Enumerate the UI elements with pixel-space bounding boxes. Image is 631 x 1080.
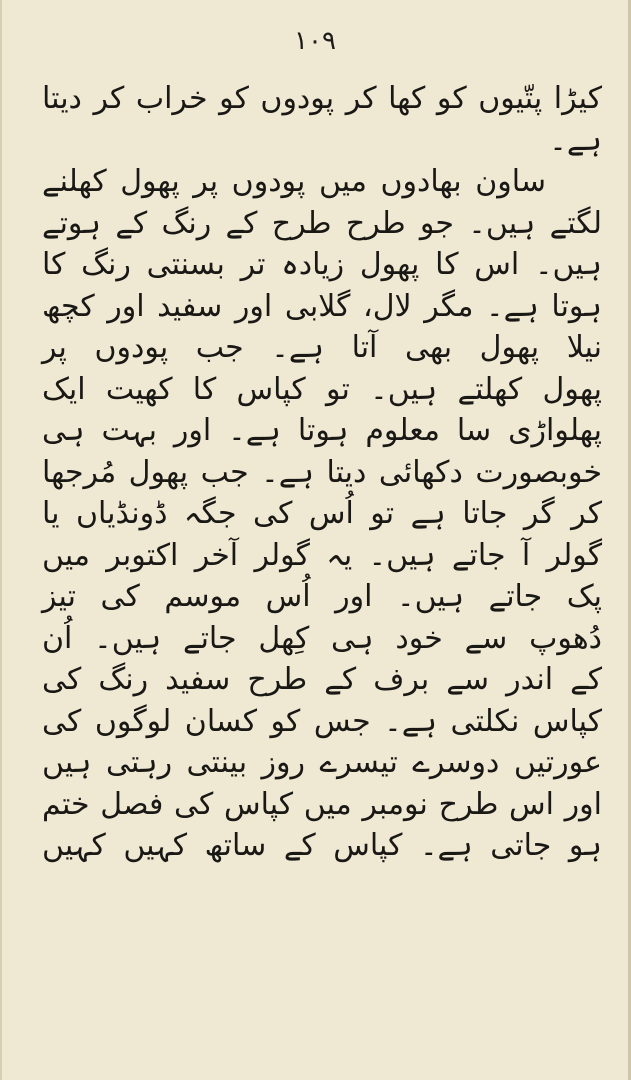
text-line-11: کر گر جاتا ہے تو اُس کی جگہ ڈونڈیاں یا xyxy=(42,496,602,531)
text-line-19: ہو جاتی ہے۔ کپاس کے ساتھ کہیں کہیں xyxy=(42,828,602,863)
text-line-15: کے اندر سے برف کے طرح سفید رنگ کی xyxy=(42,662,602,697)
text-line-6: ہوتا ہے۔ مگر لال، گلابی اور سفید اور کچھ xyxy=(42,288,602,324)
text-line-18: اور اس طرح نومبر میں کپاس کی فصل ختم xyxy=(42,786,602,822)
text-line-16: کپاس نکلتی ہے۔ جس کو کسان لوگوں کی xyxy=(42,703,602,739)
text-line-12: گولر آ جاتے ہیں۔ یہ گولر آخر اکتوبر میں xyxy=(42,537,602,573)
text-line-3: ساون بھادوں میں پودوں پر پھول کھلنے xyxy=(42,164,546,199)
page-body-text xyxy=(42,78,602,867)
text-line-2: ہے۔ xyxy=(549,122,602,158)
text-line-1: کیڑا پتّیوں کو کھا کر پودوں کو خراب کر دیتا xyxy=(42,81,602,116)
text-line-8: پھول کھلتے ہیں۔ تو کپاس کا کھیت ایک xyxy=(42,371,602,407)
text-line-5: ہیں۔ اس کا پھول زیادہ تر بسنتی رنگ کا xyxy=(42,247,602,282)
text-line-17: عورتیں دوسرے تیسرے روز بینتی رہتی ہیں xyxy=(42,745,602,780)
text-line-10: خوبصورت دکھائی دیتا ہے۔ جب پھول مُرجھا xyxy=(42,454,602,490)
text-line-14: دُھوپ سے خود ہی کِھل جاتے ہیں۔ اُن xyxy=(42,620,602,656)
text-line-4: لگتے ہیں۔ جو طرح طرح کے رنگ کے ہوتے xyxy=(42,205,602,241)
text-line-7: نیلا پھول بھی آتا ہے۔ جب پودوں پر xyxy=(42,330,602,365)
text-line-13: پک جاتے ہیں۔ اور اُس موسم کی تیز xyxy=(42,579,602,614)
text-line-9: پھلواڑی سا معلوم ہوتا ہے۔ اور بہت ہی xyxy=(42,413,602,448)
page-number: ۱۰۹ xyxy=(294,26,336,56)
